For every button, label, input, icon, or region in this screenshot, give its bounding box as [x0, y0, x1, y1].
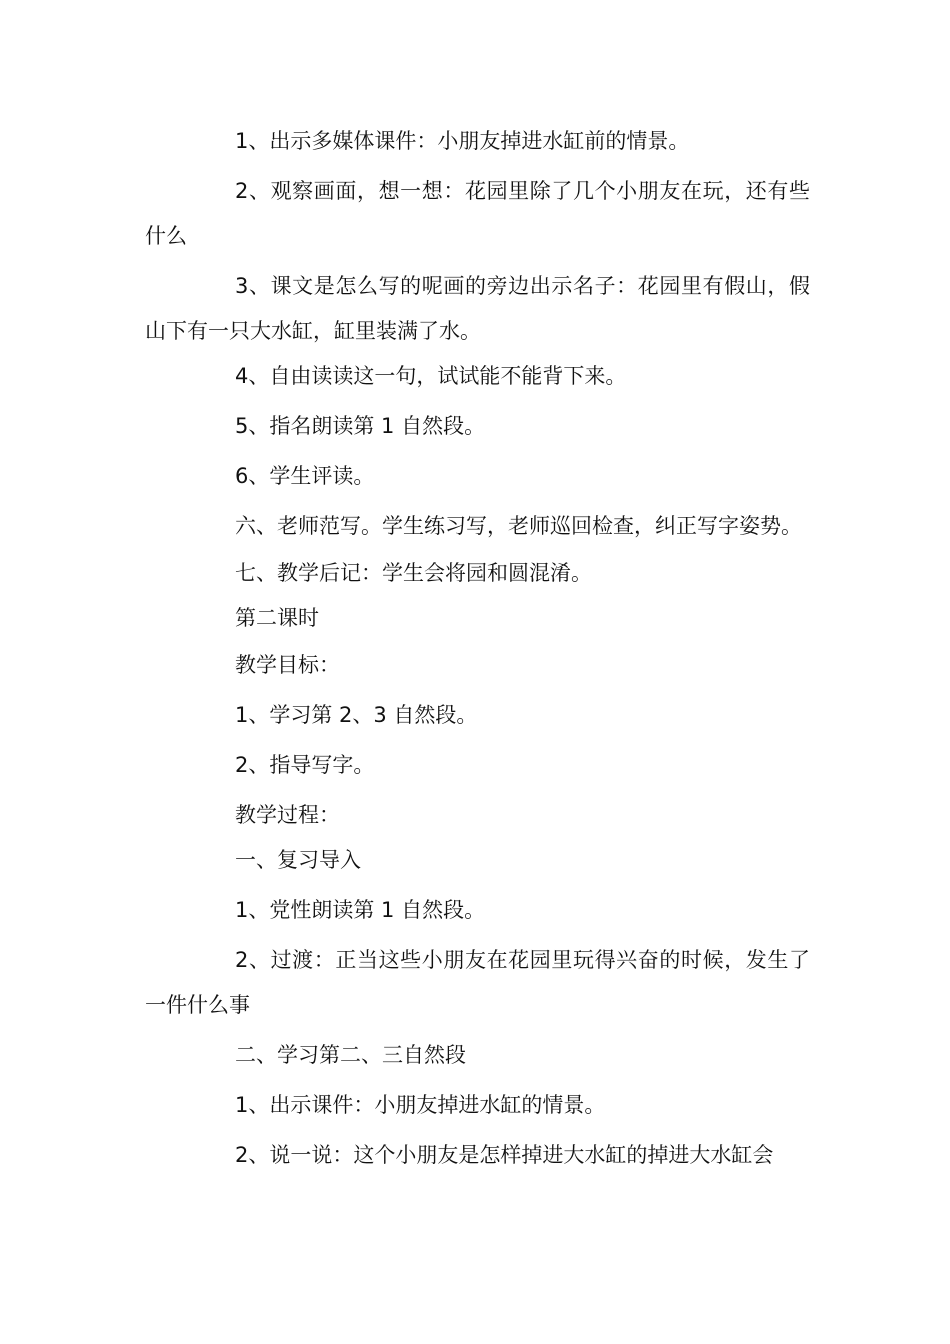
document-body: [145, 119, 810, 1178]
paragraph: 4、自由读读这一句，试试能不能背下来。: [235, 364, 627, 388]
paragraph: 一、复习导入: [235, 848, 361, 872]
paragraph: 1、学习第 2、3 自然段。: [235, 703, 478, 727]
paragraph: 2、指导写字。: [235, 753, 375, 777]
paragraph: 2、说一说：这个小朋友是怎样掉进大水缸的掉进大水缸会: [235, 1143, 774, 1167]
paragraph: 5、指名朗读第 1 自然段。: [235, 414, 486, 438]
paragraph: 6、学生评读。: [235, 464, 375, 488]
paragraph: 2、观察画面，想一想：花园里除了几个小朋友在玩，还有些什么: [145, 179, 810, 248]
paragraph: 1、出示课件：小朋友掉进水缸的情景。: [235, 1093, 606, 1117]
paragraph: 1、出示多媒体课件：小朋友掉进水缸前的情景。: [235, 129, 690, 153]
paragraph: 2、过渡：正当这些小朋友在花园里玩得兴奋的时候，发生了一件什么事: [145, 948, 810, 1017]
paragraph: 教学目标：: [235, 653, 340, 677]
paragraph: 教学过程：: [235, 803, 340, 827]
section-heading: 第二课时: [235, 606, 319, 630]
paragraph: 七、教学后记：学生会将园和圆混淆。: [235, 561, 592, 585]
paragraph: 1、党性朗读第 1 自然段。: [235, 898, 486, 922]
paragraph: 二、学习第二、三自然段: [235, 1043, 466, 1067]
paragraph: 六、老师范写。学生练习写，老师巡回检查，纠正写字姿势。: [235, 514, 802, 538]
paragraph: 3、课文是怎么写的呢画的旁边出示名子：花园里有假山，假山下有一只大水缸，缸里装满了水。: [145, 274, 810, 343]
